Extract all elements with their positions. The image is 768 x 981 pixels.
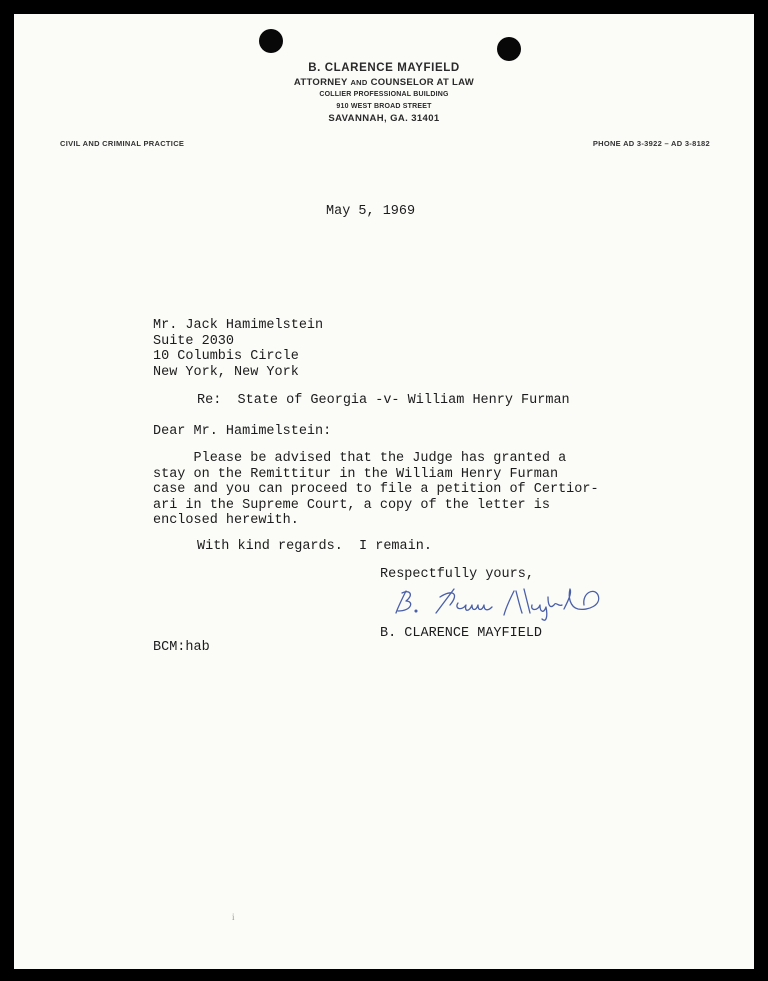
recipient-line: Suite 2030 bbox=[153, 333, 235, 349]
letter-body bbox=[153, 451, 599, 529]
subject-line: Re: State of Georgia -v- William Henry Furman bbox=[197, 393, 570, 408]
typist-initials: BCM:hab bbox=[153, 640, 210, 655]
recipient-line: 10 Columbis Circle bbox=[153, 349, 299, 364]
punch-hole-left bbox=[259, 29, 283, 53]
letter-date: May 5, 1969 bbox=[326, 204, 416, 219]
handwritten-signature bbox=[392, 583, 612, 623]
body-line: stay on the Remittitur in the William Henry Furman bbox=[153, 466, 559, 482]
scan-speck: i bbox=[232, 912, 235, 922]
letterhead-title-a: ATTORNEY bbox=[293, 77, 351, 88]
letterhead-phone: PHONE AD 3-3922 – AD 3-8182 bbox=[592, 139, 710, 148]
letterhead-name: B. CLARENCE MAYFIELD bbox=[308, 62, 460, 74]
recipient-line: Mr. Jack Hamimelstein bbox=[153, 318, 324, 333]
body-line: Please be advised that the Judge has granted a bbox=[153, 451, 567, 466]
letterhead-street: 910 WEST BROAD STREET bbox=[336, 103, 432, 110]
letterhead-city: SAVANNAH, GA. 31401 bbox=[328, 113, 440, 124]
recipient-address bbox=[153, 318, 323, 380]
signature-name: B. CLARENCE MAYFIELD bbox=[380, 626, 543, 641]
letterhead-title bbox=[0, 77, 768, 88]
salutation: Dear Mr. Hamimelstein: bbox=[153, 424, 332, 439]
letterhead-building: COLLIER PROFESSIONAL BUILDING bbox=[319, 91, 449, 98]
closing-line: With kind regards. I remain. bbox=[197, 539, 432, 554]
punch-hole-right bbox=[497, 37, 521, 61]
letterhead-title-b: COUNSELOR AT LAW bbox=[367, 77, 475, 88]
body-line: enclosed herewith. bbox=[153, 513, 299, 528]
complimentary-close: Respectfully yours, bbox=[380, 567, 534, 582]
body-line: case and you can proceed to file a petition of Certior- bbox=[153, 482, 599, 497]
letterhead-title-and: AND bbox=[350, 78, 368, 87]
letterhead-practice: CIVIL AND CRIMINAL PRACTICE bbox=[60, 139, 185, 148]
recipient-line: New York, New York bbox=[153, 364, 299, 380]
body-line: ari in the Supreme Court, a copy of the letter is bbox=[153, 497, 550, 513]
